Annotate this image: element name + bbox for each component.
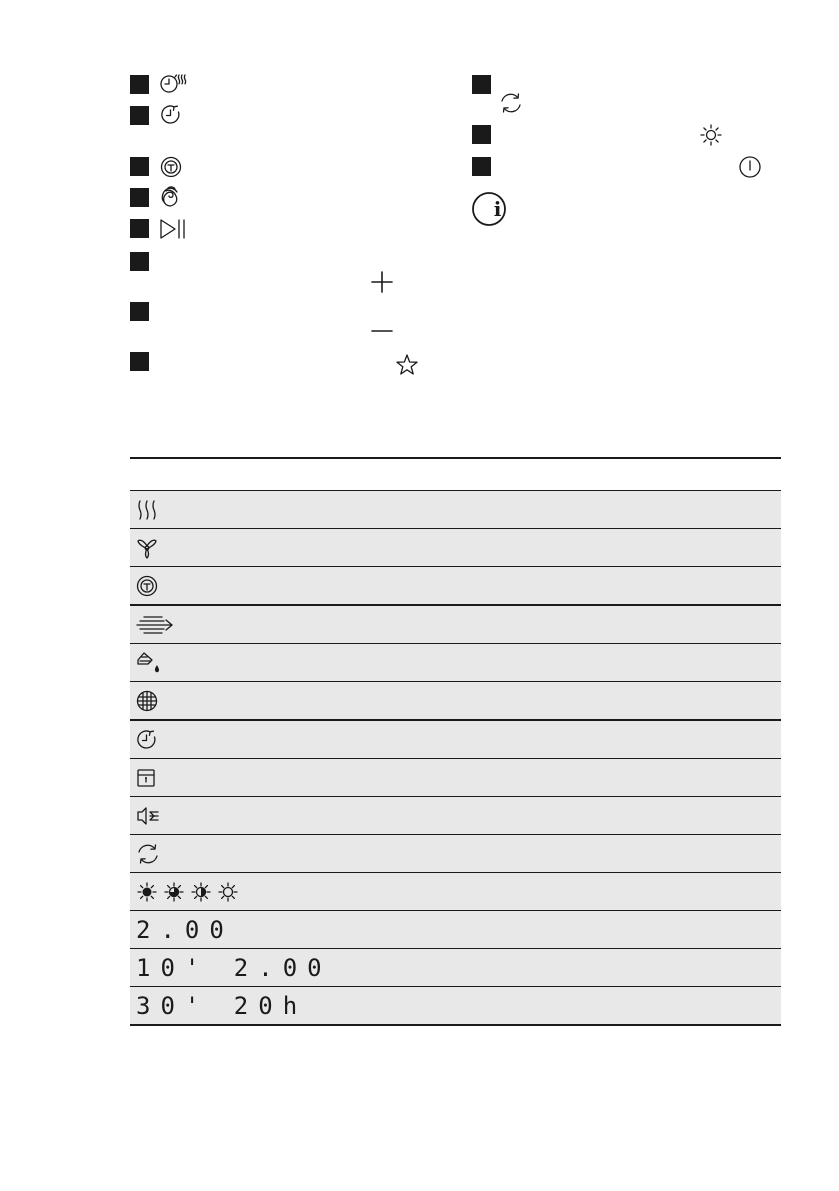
row-description <box>305 759 781 797</box>
table-row <box>130 911 781 949</box>
table-header-row <box>130 458 781 491</box>
table-row <box>130 873 781 911</box>
callout-marker <box>130 302 149 321</box>
table-row <box>130 797 781 835</box>
table-row <box>130 605 781 644</box>
callout-marker <box>130 157 149 176</box>
callout-marker <box>130 219 149 238</box>
descaling-icon <box>136 644 305 681</box>
timer-icon <box>160 104 182 126</box>
plus-icon <box>372 272 392 292</box>
display-time-readout: 30' 20h <box>136 991 308 1020</box>
row-description <box>305 835 781 873</box>
callout-marker <box>472 75 491 94</box>
oven-heat-clock-icon <box>160 72 188 94</box>
table-row <box>130 987 781 1026</box>
callout-marker <box>472 125 491 144</box>
fan-icon <box>136 529 305 566</box>
core-temperature-sensor-icon <box>160 156 182 178</box>
table-row <box>130 644 781 682</box>
callout-marker <box>130 75 149 94</box>
row-description <box>305 605 781 644</box>
row-description <box>305 491 781 529</box>
sound-icon <box>136 797 305 834</box>
info-letter: i <box>493 197 502 221</box>
star-favourite-icon <box>396 354 418 376</box>
column-header-description <box>305 458 781 491</box>
row-description <box>305 987 781 1026</box>
timer-icon <box>136 721 305 758</box>
table-row <box>130 491 781 529</box>
display-symbols-table <box>130 457 781 1026</box>
power-icon <box>739 156 761 178</box>
table-row <box>130 835 781 873</box>
cycle-arrows-icon <box>136 835 305 872</box>
table-row <box>130 567 781 606</box>
row-description <box>305 644 781 682</box>
brightness-levels-icon <box>136 873 305 910</box>
door-lock-icon <box>136 759 305 796</box>
start-pause-icon <box>160 218 188 240</box>
table-row <box>130 949 781 987</box>
row-description <box>305 682 781 721</box>
row-description <box>305 797 781 835</box>
table-row <box>130 720 781 759</box>
callout-marker <box>130 106 149 125</box>
row-description <box>305 567 781 606</box>
heating-waves-icon <box>136 491 305 528</box>
table-row <box>130 529 781 567</box>
table-row <box>130 682 781 721</box>
display-time-readout: 2.00 <box>136 915 234 944</box>
callout-marker <box>130 252 149 271</box>
table-row <box>130 759 781 797</box>
row-description <box>305 873 781 911</box>
column-header-symbol <box>130 458 305 491</box>
fast-heat-up-icon <box>136 606 305 643</box>
lamp-sun-icon <box>700 124 722 146</box>
core-temperature-sensor-icon <box>136 567 305 604</box>
minus-icon <box>372 321 392 341</box>
row-description <box>305 949 781 987</box>
row-description <box>305 911 781 949</box>
display-time-readout: 10' 2.00 <box>136 953 332 982</box>
cycle-arrows-icon <box>499 92 523 114</box>
row-description <box>305 529 781 567</box>
callout-marker <box>472 157 491 176</box>
grid-globe-icon <box>136 682 305 719</box>
callout-marker <box>130 352 149 371</box>
steam-swirl-icon <box>160 186 180 208</box>
row-description <box>305 720 781 759</box>
callout-marker <box>130 188 149 207</box>
